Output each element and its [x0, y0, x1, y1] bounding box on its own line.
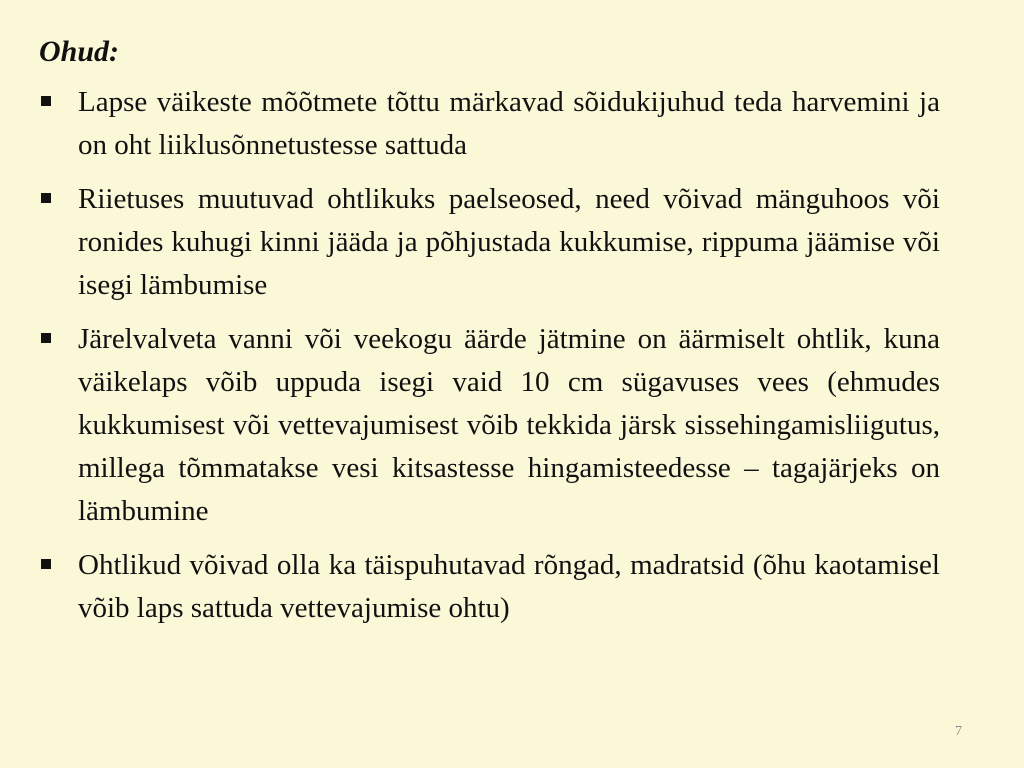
- bullet-text: Ohtlikud võivad olla ka täispuhutavad rõngad, madratsid (õhu kaotamisel võib laps sattuda vettevajumise ohtu): [78, 549, 940, 624]
- bullet-text: Riietuses muutuvad ohtlikuks paelseosed, need võivad mänguhoos või ronides kuhugi kinni jääda ja põhjustada kukkumise, rippuma jäämise või isegi lämbumise: [78, 183, 940, 301]
- bullet-text: Järelvalveta vanni või veekogu äärde jätmine on äärmiselt ohtlik, kuna väikelaps võib uppuda isegi vaid 10 cm sügavuses vees (ehmudes kukkumisest või vettevajumisest võib tekkida järsk sissehingamisliigutus, millega tõmmatakse vesi kitsastesse hingamisteedesse – tagajärjeks on lämbumine: [78, 323, 940, 527]
- bullet-item: [40, 318, 940, 533]
- bullet-list: [40, 81, 940, 641]
- square-bullet-icon: [41, 333, 51, 343]
- square-bullet-icon: [41, 559, 51, 569]
- bullet-item: [40, 81, 940, 167]
- square-bullet-icon: [41, 96, 51, 106]
- bullet-item: [40, 178, 940, 307]
- slide-heading: Ohud:: [39, 35, 120, 68]
- bullet-item: [40, 544, 940, 630]
- page-number: 7: [955, 724, 962, 739]
- bullet-text: Lapse väikeste mõõtmete tõttu märkavad sõidukijuhud teda harvemini ja on oht liiklusõnnetustesse sattuda: [78, 86, 940, 161]
- square-bullet-icon: [41, 193, 51, 203]
